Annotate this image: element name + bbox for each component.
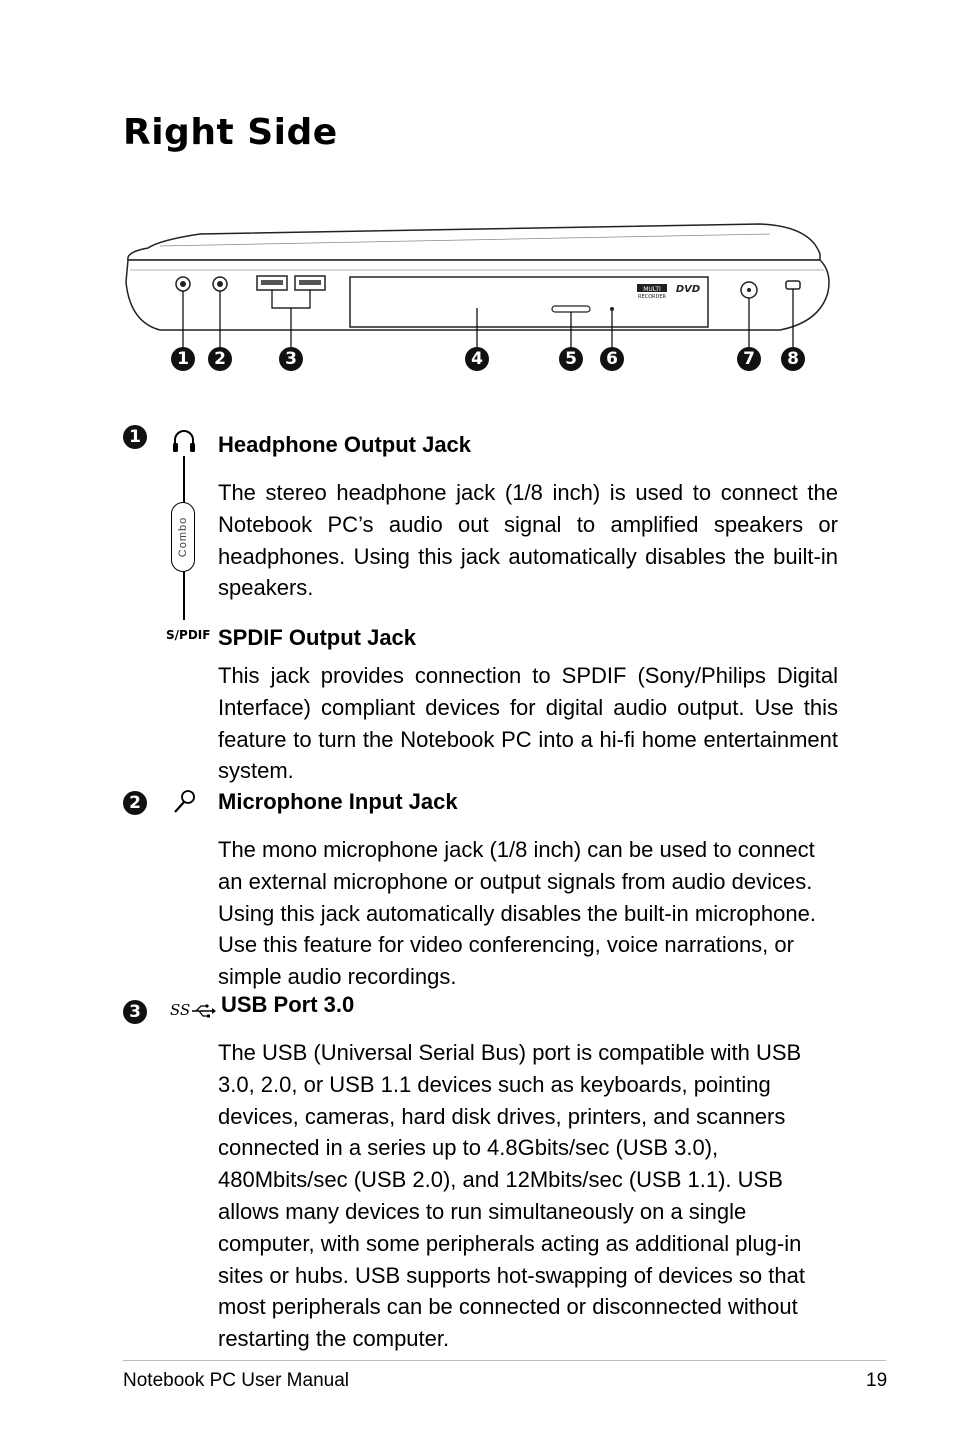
section-callout-1: 1 xyxy=(123,425,147,449)
microphone-heading: Microphone Input Jack xyxy=(218,789,458,814)
headphone-description: The stereo headphone jack (1/8 inch) is used to connect the Notebook PC’s audio out signal to amplified speakers or headphones. Using this jack automatically disables the built-in speakers. xyxy=(218,480,838,601)
dvd-logo: DVD xyxy=(675,284,701,295)
combo-label xyxy=(171,502,195,572)
spdif-icon: S/PDIF xyxy=(166,628,211,642)
footer-rule xyxy=(123,1360,886,1361)
drive-multi-label: MULTI xyxy=(643,286,661,293)
headphone-icon xyxy=(172,428,196,454)
microphone-description: The mono microphone jack (1/8 inch) can be used to connect an external microphone or output signals from audio devices. Using this jack automatically disables the built-in microphone. Use this feature for video conferencing, voice narrations, or simple audio recordings. xyxy=(218,837,816,990)
figure-callout-4: 4 xyxy=(465,347,489,371)
drive-eject-button xyxy=(552,306,590,312)
usb-description: The USB (Universal Serial Bus) port is compatible with USB 3.0, 2.0, or USB 1.1 devices such as keyboards, pointing devices, cameras, hard disk drives, printers, and scanners connected in a series up to 4.8Gbits/sec (USB 3.0), 480Mbits/sec (USB 2.0), and 12Mbits/sec (USB 1.1). USB allows many devices to run simultaneously on a single computer, with some peripherals acting as additional plug-in sites or hubs. USB supports hot-swapping of devices so that most peripherals can be connected or disconnected without restarting the computer. xyxy=(218,1040,805,1352)
page-number: 19 xyxy=(866,1370,888,1391)
figure-callout-7: 7 xyxy=(737,347,761,371)
drive-activity-indicator xyxy=(610,307,614,311)
spdif-heading: SPDIF Output Jack xyxy=(218,625,417,650)
section-callout-2: 2 xyxy=(123,791,147,815)
combo-label-text: Combo xyxy=(177,516,189,558)
kensington-lock-port xyxy=(786,281,800,289)
usb-ss-label: SS xyxy=(170,1001,191,1019)
footer-title: Notebook PC User Manual xyxy=(123,1370,349,1391)
section-callout-3: 3 xyxy=(123,1000,147,1024)
figure-callout-2: 2 xyxy=(208,347,232,371)
figure-callout-8: 8 xyxy=(781,347,805,371)
figure-callout-3: 3 xyxy=(279,347,303,371)
figure-callout-6: 6 xyxy=(600,347,624,371)
figure-callout-5: 5 xyxy=(559,347,583,371)
usb-3-icon xyxy=(170,1000,216,1022)
figure-callout-1: 1 xyxy=(171,347,195,371)
microphone-icon xyxy=(170,788,198,816)
page-title: Right Side xyxy=(123,112,338,153)
usb-heading: USB Port 3.0 xyxy=(221,992,355,1017)
headphone-heading: Headphone Output Jack xyxy=(218,432,472,457)
spdif-description: This jack provides connection to SPDIF (Sony/Philips Digital Interface) compliant devices for digital audio output. Use this feature to turn the Notebook PC into a hi-fi home entertainment system. xyxy=(218,663,838,784)
drive-recorder-label: RECORDER xyxy=(637,294,667,300)
